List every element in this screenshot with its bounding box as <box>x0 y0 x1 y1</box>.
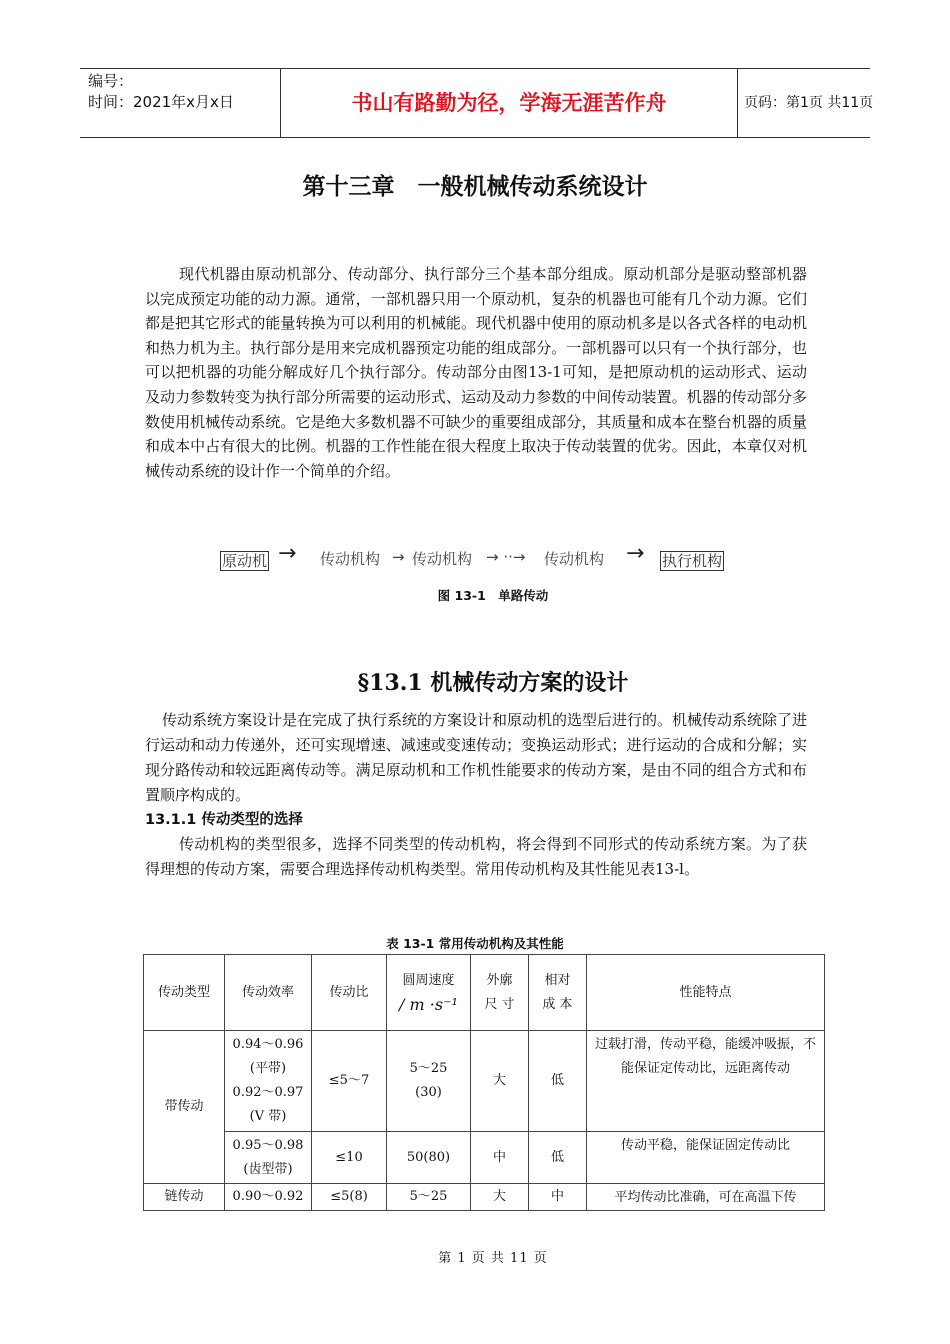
transmission-mechanism-1: 传动机构 <box>320 550 381 568</box>
header-motto: 书山有路勤为径，学海无涯苦作舟 <box>280 69 738 137</box>
header-size-line1: 外廓 <box>486 972 513 988</box>
flow-arrow-icon: → <box>278 541 297 566</box>
header-features: 性能特点 <box>587 955 825 1031</box>
cell-size: 大 <box>471 1031 529 1132</box>
table-row <box>144 1031 825 1132</box>
cell-ratio: ≤5～7 <box>312 1031 387 1132</box>
chapter-title: 第十三章 一般机械传动系统设计 <box>302 174 648 200</box>
header-speed <box>387 955 471 1031</box>
header-ratio: 传动比 <box>312 955 387 1031</box>
cell-efficiency: 0.90～0.92 <box>225 1184 312 1211</box>
section-paragraph: 传动系统方案设计是在完成了执行系统的方案设计和原动机的选型后进行的。机械传动系统除了进行运动和动力传递外，还可实现增速、减速或变速传动；变换运动形式；进行运动的合成和分解；实现分路传动和较远距离传动等。满足原动机和工作机性能要求的传动方案，是由不同的组合方式和布置顺序构成的。 <box>145 711 808 804</box>
header-cost-line2: 成 本 <box>542 996 573 1012</box>
flow-ellipsis: → ··→ <box>486 548 526 566</box>
cell-speed: 5～25 <box>387 1184 471 1211</box>
efficiency-line: (平带) <box>249 1061 287 1076</box>
transmission-mechanism-2: 传动机构 <box>412 550 473 568</box>
table-header-row <box>144 955 825 1031</box>
efficiency-line: 0.92～0.97 <box>232 1085 304 1100</box>
transmission-mechanism-3: 传动机构 <box>544 550 605 568</box>
document-number-label: 编号： <box>88 72 134 90</box>
table-row <box>144 1184 825 1211</box>
cell-features: 平均传动比准确，可在高温下传 <box>587 1184 825 1211</box>
executor-box: 执行机构 <box>662 552 723 570</box>
header-cost-line1: 相对 <box>544 972 571 988</box>
subsection-title: 13.1.1 传动类型的选择 <box>145 812 303 828</box>
figure-caption: 图 13-1 单路传动 <box>437 588 549 603</box>
cell-speed: 50(80) <box>387 1132 471 1184</box>
cell-cost: 中 <box>529 1184 587 1211</box>
cell-cost: 低 <box>529 1031 587 1132</box>
cell-features: 传动平稳，能保证固定传动比 <box>587 1132 825 1184</box>
header-efficiency: 传动效率 <box>225 955 312 1031</box>
header-size <box>471 955 529 1031</box>
efficiency-line: (齿型带) <box>243 1161 293 1177</box>
cell-type-belt: 带传动 <box>144 1031 225 1184</box>
header-speed-unit: / m ·s⁻¹ <box>399 994 458 1014</box>
cell-speed <box>387 1031 471 1132</box>
speed-line: 5～25 <box>409 1061 448 1076</box>
header-meta <box>80 69 280 137</box>
cell-cost: 低 <box>529 1132 587 1184</box>
transmission-performance-table <box>143 954 825 1211</box>
section-title: §13.1 机械传动方案的设计 <box>357 670 629 696</box>
cell-size: 中 <box>471 1132 529 1184</box>
cell-efficiency <box>225 1132 312 1184</box>
efficiency-line: 0.94～0.96 <box>232 1037 304 1052</box>
subsection-paragraph: 传动机构的类型很多，选择不同类型的传动机构，将会得到不同形式的传动系统方案。为了获得理想的传动方案，需要合理选择传动机构类型。常用传动机构及其性能见表13-l。 <box>145 835 807 878</box>
intro-paragraph: 现代机器由原动机部分、传动部分、执行部分三个基本部分组成。原动机部分是驱动整部机器以完成预定功能的动力源。通常，一部机器只用一个原动机，复杂的机器也可能有几个动力源。它们都是把其它形式的能量转换为可以利用的机械能。现代机器中使用的原动机多是以各式各样的电动机和热力机为主。执行部分是用来完成机器预定功能的组成部分。一部机器可以只有一个执行部分，也可以把机器的功能分解成好几个执行部分。传动部分由图13-1可知，是把原动机的运动形式、运动及动力参数转变为执行部分所需要的运动形式、运动及动力参数的中间传动装置。机器的传动部分多数使用机械传动系统。它是绝大多数机器不可缺少的重要组成部分，其质量和成本在整台机器的质量和成本中占有很大的比例。机器的工作性能在很大程度上取决于传动装置的优劣。因此，本章仅对机械传动系统的设计作一个简单的介绍。 <box>145 265 807 480</box>
efficiency-line: (V 带) <box>249 1109 287 1124</box>
table-caption: 表 13-1 常用传动机构及其性能 <box>386 936 564 951</box>
single-path-transmission-diagram <box>220 543 740 573</box>
cell-efficiency <box>225 1031 312 1132</box>
header-cost <box>529 955 587 1031</box>
efficiency-line: 0.95～0.98 <box>232 1137 304 1153</box>
document-time-label: 时间：2021年x月x日 <box>88 93 234 111</box>
cell-type-chain: 链传动 <box>144 1184 225 1211</box>
table-row <box>144 1132 825 1184</box>
page-footer: 第 1 页 共 11 页 <box>438 1251 548 1266</box>
prime-mover-box: 原动机 <box>222 552 268 570</box>
flow-arrow-icon: → <box>392 548 405 566</box>
flow-arrow-icon: → <box>626 541 645 566</box>
cell-ratio: ≤5(8) <box>312 1184 387 1211</box>
page-header <box>80 68 874 138</box>
header-size-line2: 尺 寸 <box>484 996 515 1012</box>
speed-line: (30) <box>415 1085 442 1100</box>
cell-size: 大 <box>471 1184 529 1211</box>
header-type: 传动类型 <box>144 955 225 1031</box>
header-page-info: 页码：第1页 共11页 <box>744 95 874 111</box>
header-speed-label: 圆周速度 <box>402 972 455 988</box>
cell-ratio: ≤10 <box>312 1132 387 1184</box>
cell-features: 过载打滑，传动平稳，能缓冲吸振，不能保证定传动比，远距离传动 <box>587 1031 825 1132</box>
